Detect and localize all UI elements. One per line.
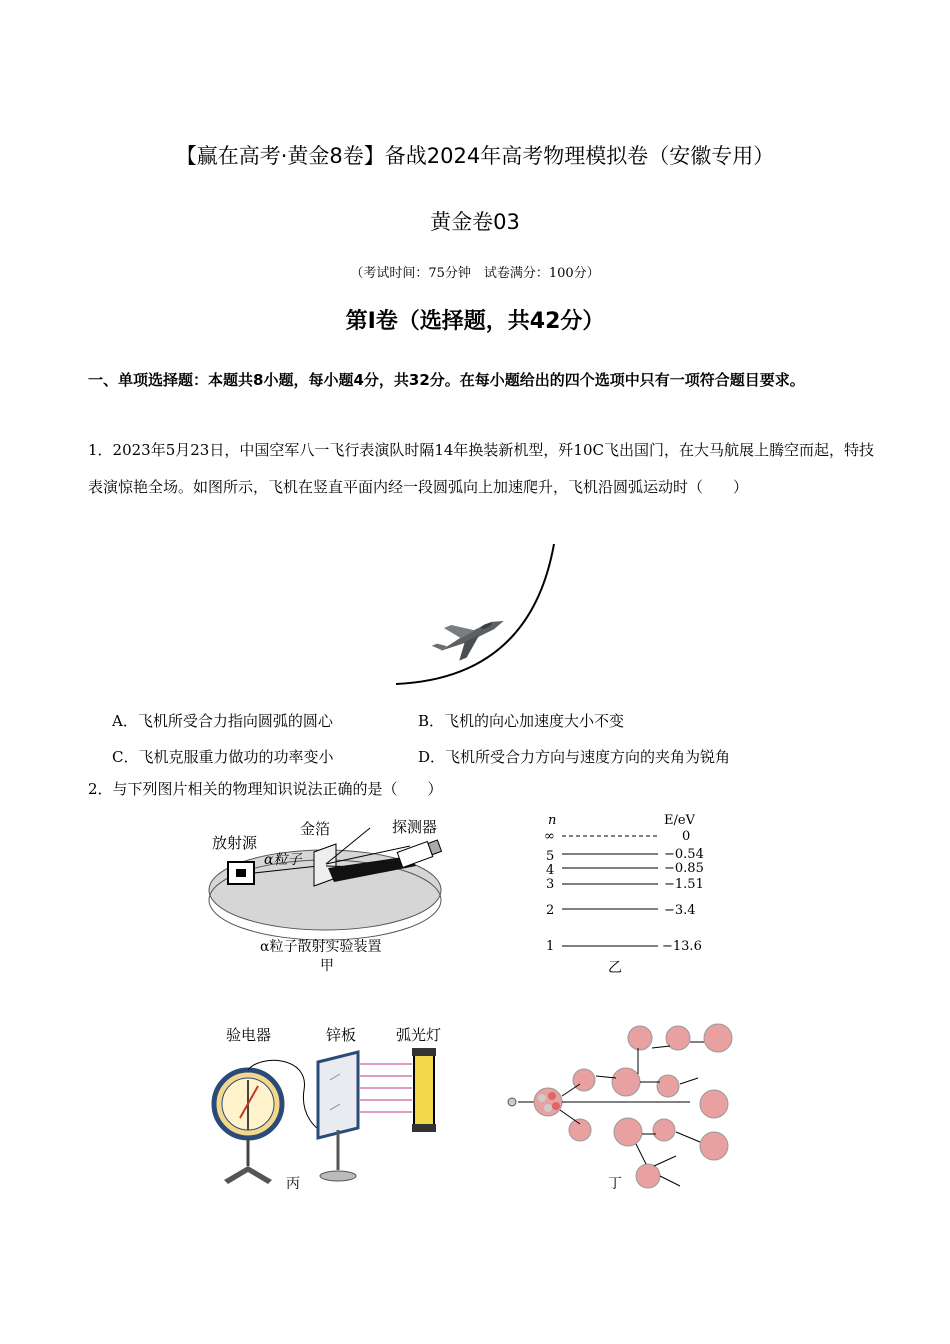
svg-text:3: 3 — [546, 877, 555, 892]
level-3 — [546, 877, 704, 892]
figure-caption: α粒子散射实验装置 — [260, 939, 382, 955]
option-a: A．飞机所受合力指向圆弧的圆心 — [112, 712, 333, 730]
nucleus-j — [653, 1119, 675, 1141]
nucleus-h — [700, 1090, 728, 1118]
nucleus-main — [534, 1088, 562, 1116]
svg-text:∞: ∞ — [544, 829, 555, 844]
n-label: n — [548, 813, 557, 828]
label-detector: 探测器 — [392, 818, 438, 836]
neutron-arrows — [560, 1042, 704, 1186]
e-label: E/eV — [664, 813, 695, 828]
neutron-in — [508, 1098, 516, 1106]
nucleus-k — [700, 1132, 728, 1160]
option-c: C．飞机克服重力做功的功率变小 — [112, 748, 334, 766]
nucleus-b — [569, 1119, 591, 1141]
exam-info: （考试时间：75分钟 试卷满分：100分） — [350, 266, 600, 281]
label-foil: 金箔 — [300, 820, 331, 838]
svg-text:−0.85: −0.85 — [664, 861, 704, 876]
svg-text:−3.4: −3.4 — [664, 903, 696, 918]
part-title: 第Ⅰ卷（选择题，共42分） — [345, 309, 605, 334]
svg-text:2: 2 — [546, 903, 555, 918]
svg-text:5: 5 — [546, 849, 555, 864]
level-1 — [546, 939, 702, 954]
option-b: B．飞机的向心加速度大小不变 — [418, 712, 625, 730]
question-2-stem: 2．与下列图片相关的物理知识说法正确的是（ ） — [88, 780, 443, 798]
option-d: D．飞机所受合力方向与速度方向的夹角为锐角 — [418, 748, 731, 766]
paper-subtitle: 黄金卷03 — [430, 210, 520, 234]
page-title: 【赢在高考·黄金8卷】备战2024年高考物理模拟卷（安徽专用） — [175, 144, 775, 168]
section-heading: 一、单项选择题：本题共8小题，每小题4分，共32分。在每小题给出的四个选项中只有一项符合题目要求。 — [88, 371, 805, 389]
label-zinc: 锌板 — [326, 1026, 357, 1044]
nucleus-f — [704, 1024, 732, 1052]
svg-text:1: 1 — [546, 939, 555, 954]
label-lamp: 弧光灯 — [396, 1026, 442, 1044]
nucleus-d — [628, 1026, 652, 1050]
label-alpha: α粒子 — [264, 852, 302, 868]
figure-label-bing: 丙 — [286, 1176, 300, 1192]
chain-reaction-figure — [500, 1018, 760, 1198]
label-source: 放射源 — [212, 834, 258, 852]
arc-path — [396, 544, 554, 684]
nucleus-a — [573, 1069, 595, 1091]
energy-level-figure — [540, 810, 720, 978]
level-4 — [546, 861, 704, 878]
figure-label-ding: 丁 — [608, 1176, 622, 1192]
photoelectric-figure — [200, 1020, 460, 1198]
nucleus-g — [657, 1075, 679, 1097]
svg-text:4: 4 — [546, 863, 555, 878]
figure-label-yi: 乙 — [608, 960, 622, 976]
light-rays — [360, 1064, 412, 1112]
level-2 — [546, 903, 696, 918]
level-inf — [544, 829, 690, 844]
alpha-scattering-figure — [200, 808, 460, 978]
jet-icon — [427, 606, 511, 668]
zinc-plate-icon — [318, 1052, 358, 1181]
nucleus-i — [614, 1118, 642, 1146]
svg-text:0: 0 — [682, 829, 691, 844]
question-1-stem: 1．2023年5月23日，中国空军八一飞行表演队时隔14年换装新机型，歼10C飞出国门，在大马航展上腾空而起，特技表演惊艳全场。如图所示，飞机在竖直平面内经一段圆弧向上加速爬升，飞机沿圆弧运动时（ ） — [88, 441, 875, 496]
detector-icon — [397, 838, 442, 867]
nucleus-l — [636, 1164, 660, 1188]
svg-text:−0.54: −0.54 — [664, 847, 704, 862]
arc-lamp-icon — [412, 1048, 436, 1132]
label-electroscope: 验电器 — [226, 1026, 272, 1044]
plane-arc-figure — [380, 538, 580, 692]
figure-label-jia: 甲 — [320, 958, 334, 974]
svg-text:−1.51: −1.51 — [664, 877, 704, 892]
nucleus-c — [612, 1068, 640, 1096]
svg-text:−13.6: −13.6 — [662, 939, 702, 954]
gold-foil — [314, 844, 336, 886]
electroscope-icon — [214, 1070, 282, 1184]
